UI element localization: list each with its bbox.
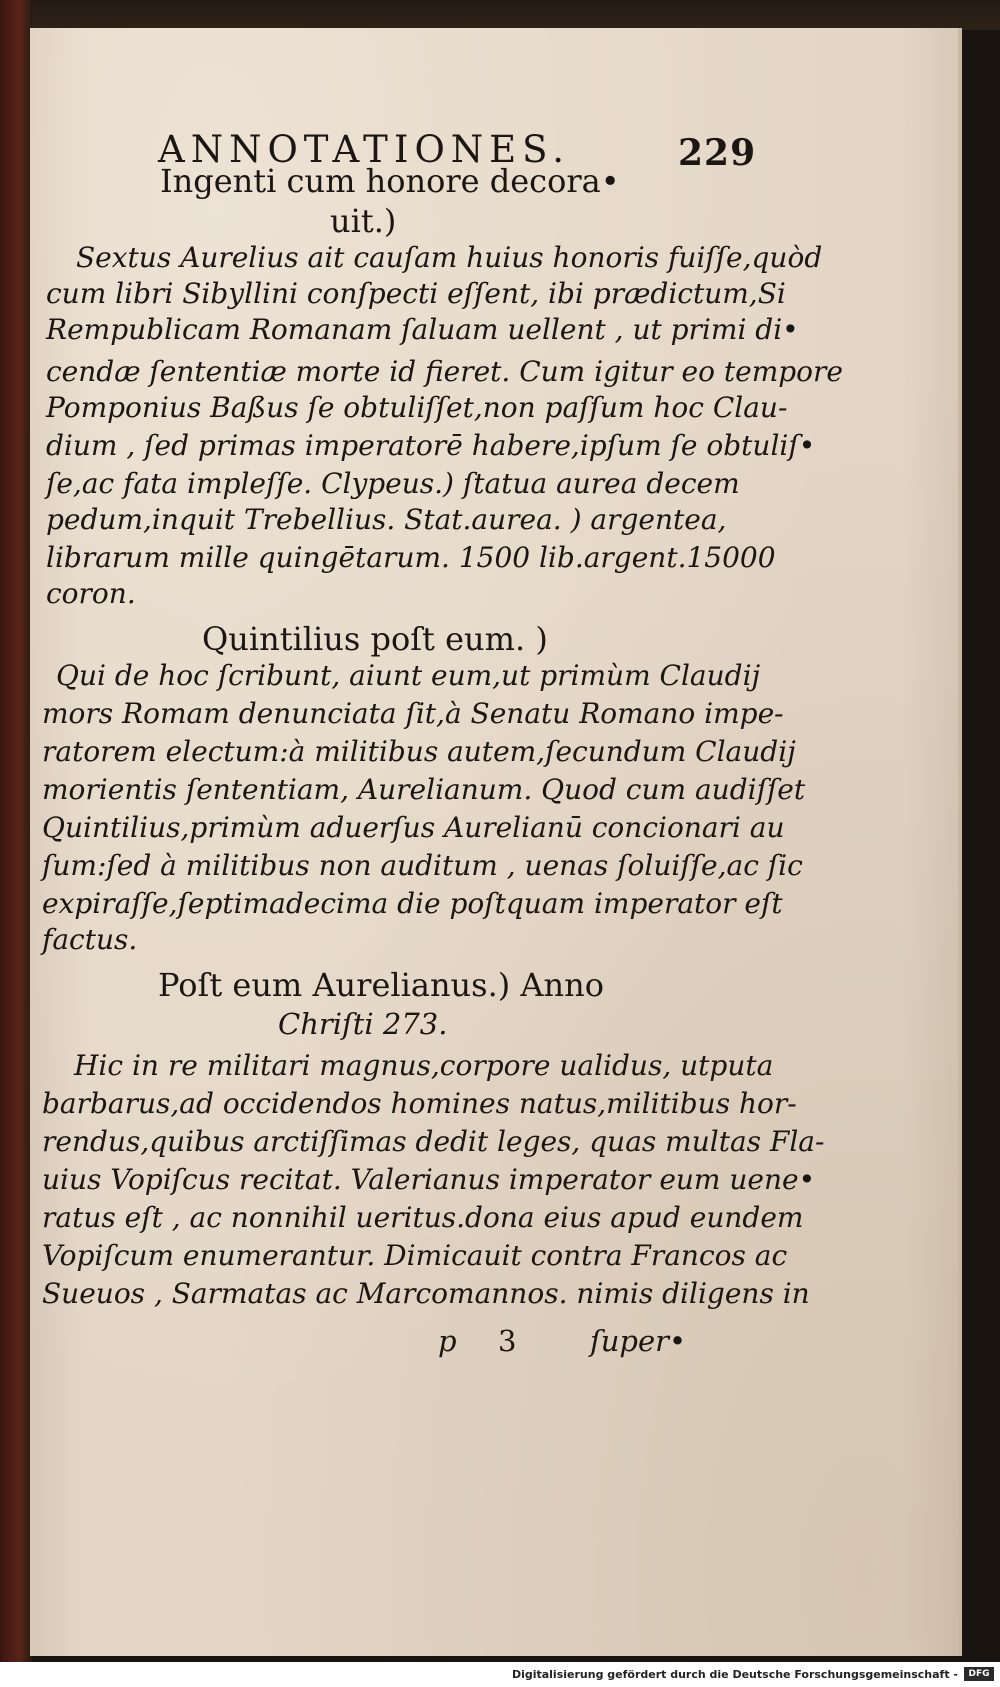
text-line: ſum:ſed à militibus non auditum , uenas ſoluiſſe,ac ſic bbox=[42, 849, 803, 882]
digitization-footer bbox=[0, 1662, 1000, 1687]
text-line: uius Vopiſcus recitat. Valerianus imperator eum uene• bbox=[42, 1163, 816, 1196]
text-line: expiraſſe,ſeptimadecima die poſtquam imperator eſt bbox=[42, 887, 783, 920]
lemma-heading: Ingenti cum honore decora• bbox=[160, 162, 620, 200]
catchword: ſuper• bbox=[590, 1324, 687, 1358]
text-line: pedum,inquit Trebellius. Stat.aurea. ) argentea, bbox=[46, 503, 727, 536]
page-number: 229 bbox=[678, 132, 757, 174]
text-line: factus. bbox=[42, 923, 138, 956]
text-line: dium , ſed primas imperatorē habere,ipſum ſe obtuliſ• bbox=[46, 429, 816, 462]
text-line: librarum mille quingētarum. 1500 lib.argent.15000 bbox=[46, 541, 776, 574]
lemma-heading: Quintilius poſt eum. ) bbox=[202, 620, 548, 658]
book-spine-edge bbox=[0, 0, 32, 1662]
lemma-heading: uit.) bbox=[330, 202, 397, 240]
text-line: Vopiſcum enumerantur. Dimicauit contra Francos ac bbox=[42, 1239, 788, 1272]
book-page bbox=[30, 28, 962, 1656]
text-line: barbarus,ad occidendos homines natus,militibus hor- bbox=[42, 1087, 797, 1120]
text-line: rendus,quibus arctiſſimas dedit leges, quas multas Fla- bbox=[42, 1125, 825, 1158]
text-line: morientis ſententiam, Aurelianum. Quod cum audiſſet bbox=[42, 773, 806, 806]
text-line: Sextus Aurelius ait cauſam huius honoris fuiſſe,quòd bbox=[76, 241, 823, 274]
funding-credit: Digitalisierung gefördert durch die Deutsche Forschungsgemeinschaft - bbox=[511, 1668, 958, 1681]
text-line: ſe,ac fata impleſſe. Clypeus.) ſtatua aurea decem bbox=[46, 467, 740, 500]
signature-number: 3 bbox=[498, 1324, 517, 1358]
text-line: cum libri Sibyllini conſpecti eſſent, ibi prædictum,Si bbox=[46, 277, 786, 310]
lemma-heading: Poſt eum Aurelianus.) Anno bbox=[158, 966, 604, 1004]
text-line: ratorem electum:à militibus autem,ſecundum Claudij bbox=[42, 735, 796, 768]
running-title: ANNOTATIONES. bbox=[158, 128, 570, 171]
text-line: Pomponius Baßus ſe obtuliſſet,non paſſum hoc Clau- bbox=[46, 391, 788, 424]
text-line: cendæ ſententiæ morte id fieret. Cum igitur eo tempore bbox=[46, 355, 843, 388]
text-line: ratus eſt , ac nonnihil ueritus.dona eius apud eundem bbox=[42, 1201, 804, 1234]
text-line: coron. bbox=[46, 577, 136, 610]
text-line: Qui de hoc ſcribunt, aiunt eum,ut primùm Claudij bbox=[56, 659, 761, 692]
scan-top-border bbox=[0, 0, 1000, 30]
text-line: Hic in re militari magnus,corpore ualidus, utputa bbox=[74, 1049, 774, 1082]
text-line: Quintilius,primùm aduerſus Aurelianū concionari au bbox=[42, 811, 785, 844]
signature-mark: p bbox=[438, 1324, 457, 1358]
text-line: Sueuos , Sarmatas ac Marcomannos. nimis diligens in bbox=[42, 1277, 810, 1310]
text-line: Rempublicam Romanam ſaluam uellent , ut primi di• bbox=[46, 313, 799, 346]
dfg-logo: DFG bbox=[964, 1667, 994, 1681]
text-line: mors Romam denunciata ſit,à Senatu Romano impe- bbox=[42, 697, 784, 730]
lemma-heading: Chriſti 273. bbox=[278, 1007, 448, 1041]
